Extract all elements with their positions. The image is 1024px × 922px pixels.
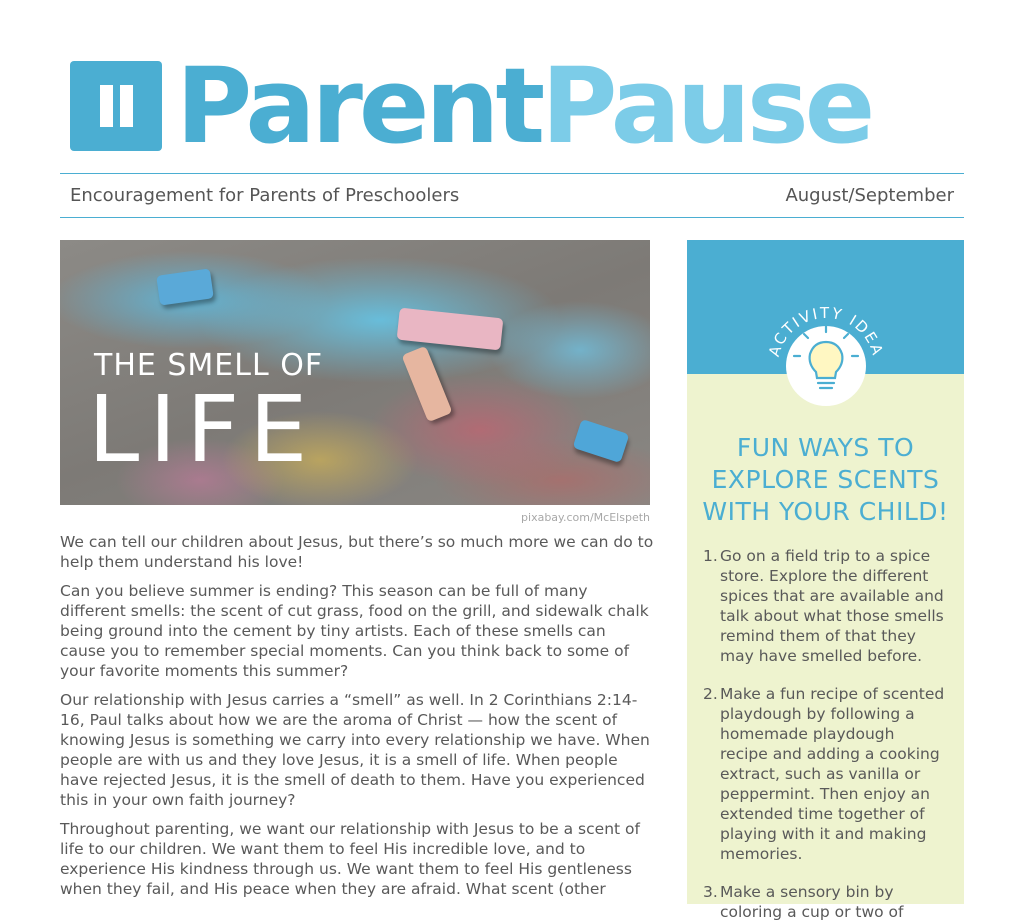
hero-title-line2: LIFE xyxy=(88,376,318,483)
header-divider-bottom xyxy=(60,217,964,218)
article-paragraph: Throughout parenting, we want our relationship with Jesus to be a scent of life to our children. We want them to feel His incredible love, and to experience His kindness through us. We want them to feel His gentleness when they fail, and His peace when they are afraid. What scent (other xyxy=(60,820,640,898)
photo-credit: pixabay.com/McElspeth xyxy=(521,511,650,524)
chalk-piece xyxy=(401,346,452,422)
list-item-text: Make a sensory bin by coloring a cup or two of xyxy=(720,883,904,921)
activity-idea-badge xyxy=(756,290,896,430)
chalk-piece xyxy=(573,419,630,463)
chalk-piece xyxy=(156,268,214,305)
list-item-text: Go on a field trip to a spice store. Explore the different spices that are available and talk about what those smells remind them of that they may have smelled before. xyxy=(720,547,944,665)
hero-image xyxy=(60,240,650,505)
masthead xyxy=(70,45,872,167)
list-item xyxy=(703,546,946,666)
list-item-number: 3. xyxy=(703,883,718,901)
pause-icon xyxy=(70,61,162,151)
list-item xyxy=(703,684,946,864)
brand-part-pause: Pause xyxy=(541,45,872,167)
article-paragraph: We can tell our children about Jesus, but there’s so much more we can do to help them understand his love! xyxy=(60,533,654,571)
activity-list xyxy=(703,546,946,922)
article-paragraph: Our relationship with Jesus carries a “smell” as well. In 2 Corinthians 2:14-16, Paul talks about how we are the aroma of Christ — how the scent of knowing Jesus is something we carry into every relationship we have. When people are with us and they love Jesus, it is a smell of life. When people have rejected Jesus, it is the smell of death to them. Have you experienced this in your own faith journey? xyxy=(60,691,650,809)
issue-date: August/September xyxy=(785,185,954,206)
article-body xyxy=(60,532,656,908)
article-paragraph: Can you believe summer is ending? This season can be full of many different smells: the scent of cut grass, food on the grill, and sidewalk chalk being ground into the cement by tiny artists. Each of these smells can cause you to remember special moments. Can you think back to some of your favorite moments this summer? xyxy=(60,582,649,680)
hero-title-line1: THE SMELL OF xyxy=(94,348,324,383)
list-item xyxy=(703,882,946,922)
brand-title xyxy=(176,45,872,167)
list-item-number: 1. xyxy=(703,547,718,565)
chalk-piece xyxy=(397,308,504,351)
list-item-number: 2. xyxy=(703,685,718,703)
sidebar-header xyxy=(687,240,964,374)
badge-label: ACTIVITY IDEA xyxy=(764,303,887,359)
activity-sidebar xyxy=(687,240,964,921)
brand-part-parent: Parent xyxy=(176,45,542,167)
sidebar-title: FUN WAYS TO EXPLORE SCENTS WITH YOUR CHILD! xyxy=(702,433,949,526)
header-divider-top xyxy=(60,173,964,174)
list-item-text: Make a fun recipe of scented playdough by following a homemade playdough recipe and adding a cooking extract, such as vanilla or peppermint. Then enjoy an extended time together of playing with it and making memories. xyxy=(720,685,945,863)
tagline: Encouragement for Parents of Preschoolers xyxy=(70,185,460,206)
